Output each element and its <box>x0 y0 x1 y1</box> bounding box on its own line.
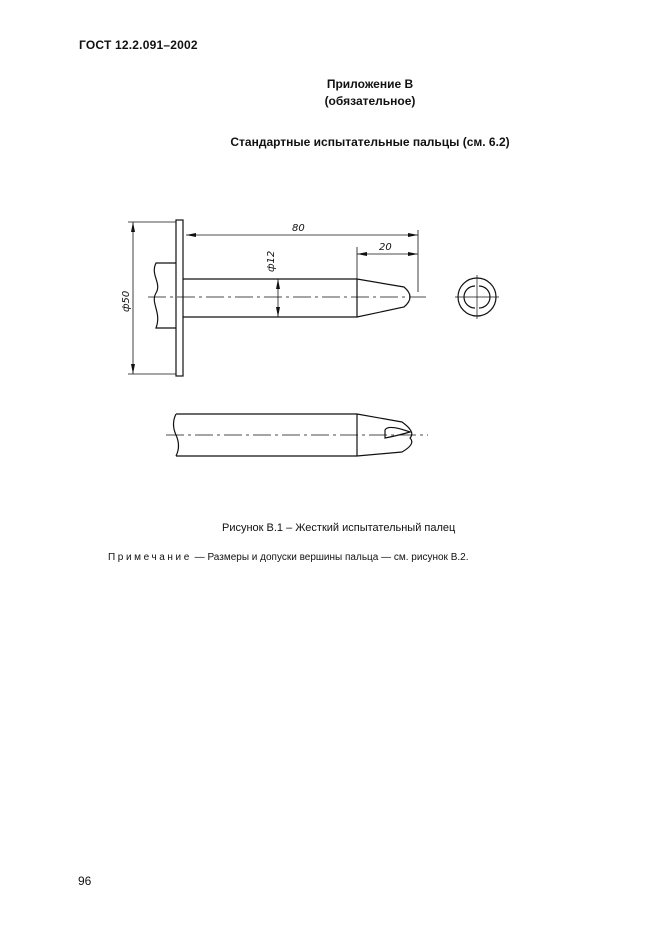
note-text: — Размеры и допуски вершины пальца — см. рисунок В.2. <box>191 552 469 563</box>
dim-tip-length: 20 <box>379 242 392 253</box>
appendix-subtitle: (обязательное) <box>324 94 416 108</box>
note-label: Примечание <box>108 552 192 563</box>
appendix-title: Приложение В <box>326 77 414 91</box>
page-number: 96 <box>78 874 92 888</box>
handle-stub <box>154 263 176 328</box>
figure-caption: Рисунок В.1 – Жесткий испытательный палец <box>222 522 456 534</box>
section-title: Стандартные испытательные пальцы (см. 6.2) <box>230 135 510 149</box>
flange <box>176 220 183 376</box>
dim-length: 80 <box>292 223 305 234</box>
standard-code: ГОСТ 12.2.091–2002 <box>79 38 198 52</box>
dim-flange-diameter: ф50 <box>121 290 132 312</box>
note <box>108 552 468 563</box>
finger-shaft <box>183 279 410 317</box>
dim-finger-diameter: ф12 <box>266 250 277 272</box>
